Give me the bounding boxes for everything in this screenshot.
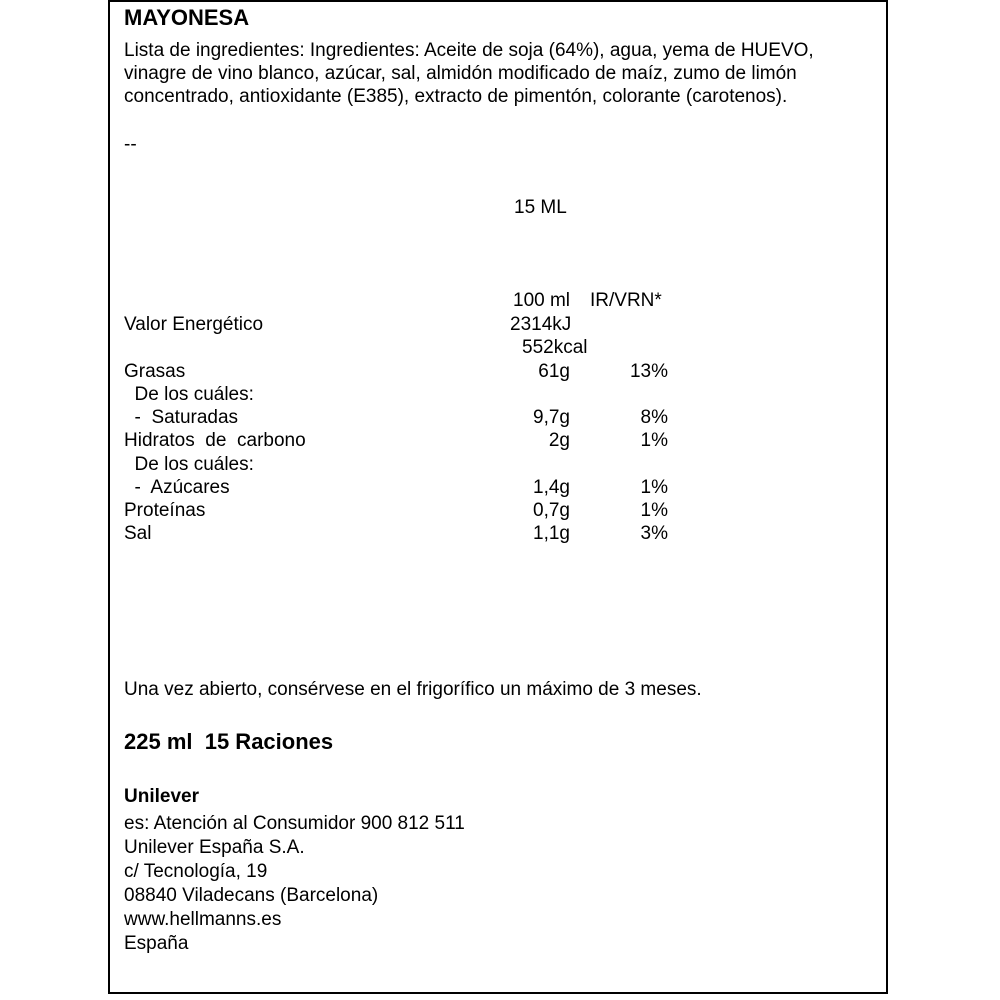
serving-size: 15 ML	[514, 197, 567, 218]
nutrient-ir: 1%	[640, 430, 668, 451]
nutrient-label: - Azúcares	[124, 477, 230, 498]
company-line: Unilever España S.A.	[124, 837, 305, 858]
nutrient-ir: 1%	[640, 500, 668, 521]
company-line: es: Atención al Consumidor 900 812 511	[124, 813, 465, 834]
storage-instructions: Una vez abierto, consérvese en el frigorífico un máximo de 3 meses.	[124, 679, 702, 700]
nutrient-value: 1,1g	[533, 523, 570, 544]
ingredients-line-1: Lista de ingredientes: Ingredientes: Aceite de soja (64%), agua, yema de HUEVO,	[124, 40, 814, 61]
nutrient-ir: 8%	[640, 407, 668, 428]
nutrient-value: 61g	[538, 361, 570, 382]
col-header-per100: 100 ml	[513, 290, 571, 311]
nutrient-label: Sal	[124, 523, 152, 544]
energy-kcal: 552kcal	[522, 337, 588, 358]
nutrient-value: 0,7g	[533, 500, 570, 521]
product-title: MAYONESA	[124, 5, 250, 30]
company-line: España	[124, 933, 189, 954]
energy-kj: 2314kJ	[510, 314, 572, 335]
quantity-info: 225 ml 15 Raciones	[124, 729, 334, 754]
company-line: c/ Tecnología, 19	[124, 861, 268, 882]
nutrient-value: 9,7g	[533, 407, 570, 428]
nutrient-sublabel: De los cuáles:	[124, 454, 254, 475]
company-name: Unilever	[124, 786, 199, 807]
col-header-ir: IR/VRN*	[590, 290, 662, 311]
nutrient-sublabel: De los cuáles:	[124, 384, 254, 405]
nutrient-label: Grasas	[124, 361, 186, 382]
nutrient-value: 2g	[548, 430, 570, 451]
ingredients-line-2: vinagre de vino blanco, azúcar, sal, almidón modificado de maíz, zumo de limón	[124, 63, 797, 84]
nutrient-ir: 3%	[640, 523, 668, 544]
company-line: 08840 Viladecans (Barcelona)	[124, 885, 379, 906]
energy-label: Valor Energético	[124, 314, 264, 335]
nutrient-label: Proteínas	[124, 500, 206, 521]
company-website[interactable]: www.hellmanns.es	[124, 909, 282, 930]
nutrient-label: - Saturadas	[124, 407, 239, 428]
separator: --	[124, 134, 137, 155]
nutrient-ir: 1%	[640, 477, 668, 498]
nutrient-value: 1,4g	[533, 477, 570, 498]
ingredients-line-3: concentrado, antioxidante (E385), extracto de pimentón, colorante (carotenos).	[124, 86, 788, 107]
nutrient-ir: 13%	[629, 361, 668, 382]
nutrient-label: Hidratos de carbono	[124, 430, 306, 451]
